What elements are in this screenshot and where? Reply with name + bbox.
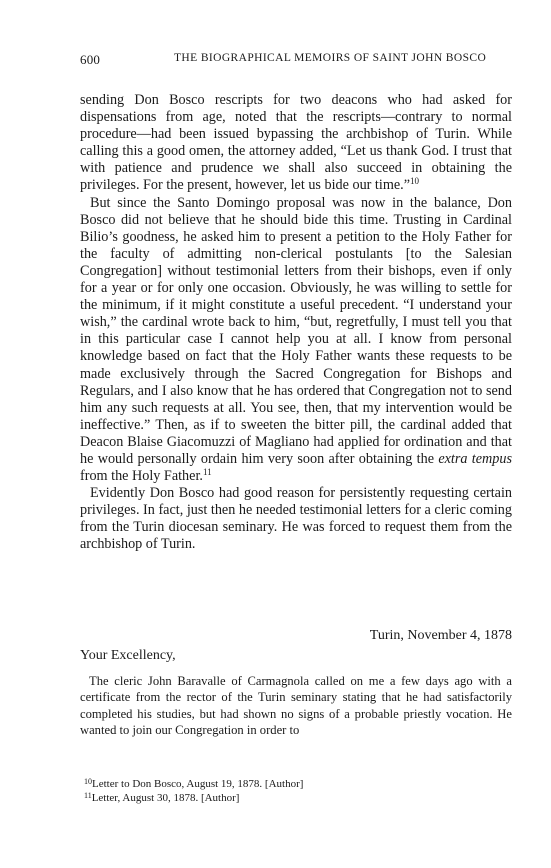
- running-head: [80, 52, 511, 70]
- paragraph-1-text: sending Don Bosco rescripts for two deacons who had asked for dispensations from age, noted that the rescripts—contrary to normal procedure—had been issued bypassing the archbishop of Turin. While calling this a good omen, the attorney added, “Let us thank God. I trust that with patience and prudence we shall also succeed in obtaining the privileges. For the present, however, let us bide our time.”: [80, 92, 512, 194]
- letter-date: Turin, November 4, 1878: [369, 628, 512, 643]
- italic-phrase: extra tempus: [438, 450, 512, 467]
- paragraph-1: [80, 92, 512, 195]
- running-title: THE BIOGRAPHICAL MEMOIRS OF SAINT JOHN BOSCO: [174, 52, 487, 64]
- footnote-text: Letter, August 30, 1878. [Author]: [91, 792, 240, 804]
- footnote-text: Letter to Don Bosco, August 19, 1878. [Author]: [92, 778, 304, 790]
- body-text: [80, 92, 512, 554]
- footnote-number: 11: [84, 791, 92, 800]
- footnote-ref-10[interactable]: 10: [410, 176, 419, 187]
- letter-body: The cleric John Baravalle of Carmagnola called on me a few days ago with a certificate from the rector of the Turin seminary stating that he had satisfactorily completed his studies, but had shown no signs of a probable priestly vocation. He wanted to join our Congregation in order to: [80, 674, 512, 737]
- letter-block: [80, 627, 512, 738]
- footnote-number: 10: [84, 777, 92, 786]
- paragraph-2-end: from the Holy Father.: [80, 468, 203, 485]
- footnote-ref-11[interactable]: 11: [202, 467, 212, 478]
- page-number: 600: [80, 52, 101, 67]
- footnote-10: [84, 777, 504, 791]
- paragraph-3: Evidently Don Bosco had good reason for persistently requesting certain privileges. In fact, just then he needed testimonial letters for a cleric coming from the Turin diocesan seminary. He was forced to request them from the archbishop of Turin.: [80, 485, 512, 553]
- letter-salutation: Your Excellency,: [80, 648, 176, 663]
- footnotes: [84, 777, 504, 805]
- paragraph-2: [80, 195, 512, 486]
- footnote-11: [84, 791, 504, 805]
- paragraph-2-text: But since the Santo Domingo proposal was now in the balance, Don Bosco did not believe that he should bide this time. Trusting in Cardinal Bilio’s goodness, he asked him to present a petition to the Holy Father for the faculty of admitting non-clerical postulants [to the Salesian Congregation] without testimonial letters from their bishops, even if only for a year or for only one occasion. Obviously, he was willing to settle for the minimum, if it might constitute a useful precedent. “I understand your wish,” the cardinal wrote back to him, “but, regretfully, I must tell you that in this particular case I cannot help you at all. I know from personal knowledge based on fact that the Holy Father wants these requests to be made exclusively through the Sacred Congregation for Bishops and Regulars, and I also know that he has ordered that Congregation not to send him any such requests at all. You see, then, that my intervention would be ineffective.” Then, as if to sweeten the bitter pill, the cardinal added that Deacon Blaise Giacomuzzi of Magliano had applied for ordination and that he would personally ordain him very soon after obtaining the: [80, 194, 512, 467]
